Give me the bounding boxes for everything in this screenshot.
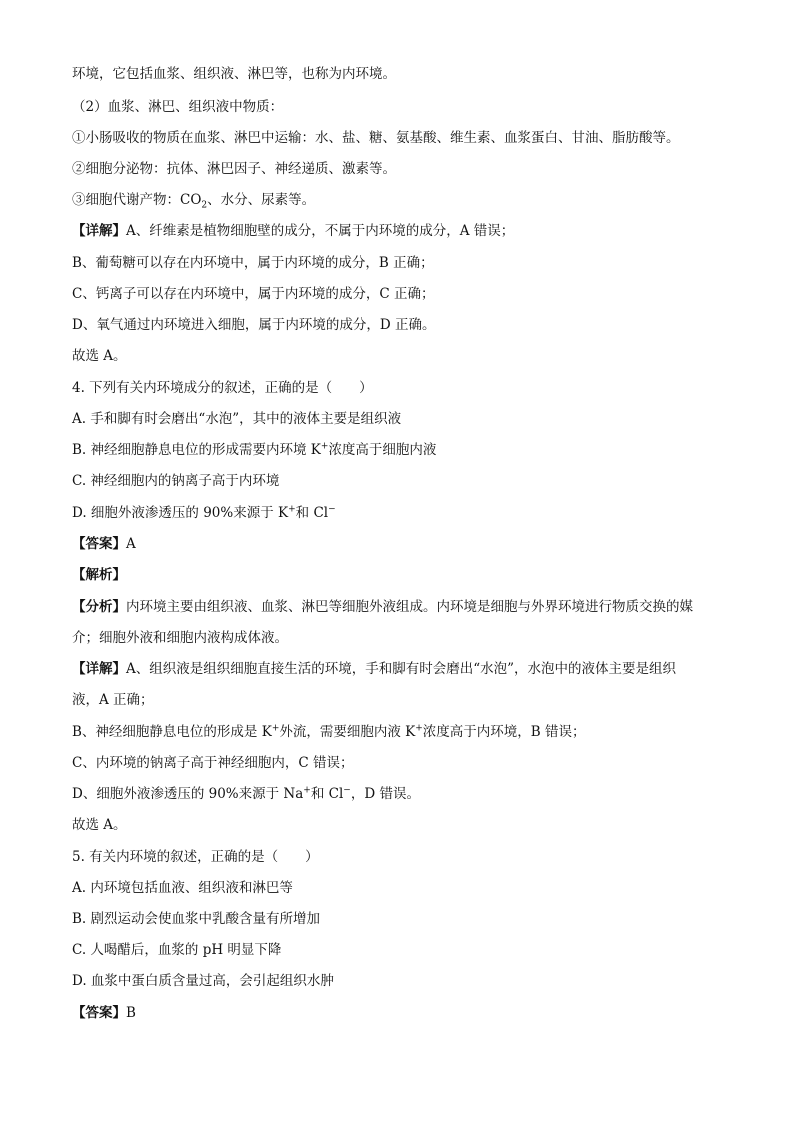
text-line: B、葡萄糖可以存在内环境中，属于内环境的成分，B 正确； [72, 255, 434, 271]
option-line: B. 剧烈运动会使血浆中乳酸含量有所增加 [72, 911, 321, 927]
question-line: 5. 有关内环境的叙述，正确的是（ ） [72, 849, 319, 865]
text-line: D、氧气通过内环境进入细胞，属于内环境的成分，D 正确。 [72, 317, 436, 333]
text-line: D、细胞外液渗透压的 90%来源于 Na+和 Cl−，D 错误。 [72, 785, 420, 802]
section-tag: 【详解】 [72, 661, 126, 677]
text-line: ①小肠吸收的物质在血浆、淋巴中运输：水、盐、糖、氨基酸、维生素、血浆蛋白、甘油、脂肪酸等。 [72, 130, 680, 146]
section-tag: 【答案】 [72, 1005, 126, 1021]
text-line: 【详解】A、纤维素是植物细胞壁的成分，不属于内环境的成分，A 错误； [72, 223, 515, 239]
text-line: 【详解】A、组织液是组织细胞直接生活的环境，手和脚有时会磨出“水泡”，水泡中的液体主要是组织 [72, 661, 677, 677]
text-line: B、神经细胞静息电位的形成是 K+外流，需要细胞内液 K+浓度高于内环境，B 错误； [72, 723, 586, 740]
option-line: A. 内环境包括血液、组织液和淋巴等 [72, 880, 293, 896]
option-line: A. 手和脚有时会磨出“水泡”，其中的液体主要是组织液 [72, 411, 402, 427]
text-line: 液，A 正确； [72, 692, 154, 708]
analysis-header [72, 565, 734, 585]
text-line: 故选 A。 [72, 348, 127, 364]
section-tag: 【分析】 [72, 599, 126, 615]
option-line: C. 人喝醋后，血浆的 pH 明显下降 [72, 942, 282, 958]
text-line: C、钙离子可以存在内环境中，属于内环境的成分，C 正确； [72, 286, 435, 302]
text-line: 【分析】内环境主要由组织液、血浆、淋巴等细胞外液组成。内环境是细胞与外界环境进行物质交换的媒 [72, 599, 693, 615]
text-line: C、内环境的钠离子高于神经细胞内，C 错误； [72, 755, 354, 771]
option-line: D. 细胞外液渗透压的 90%来源于 K+和 Cl− [72, 504, 336, 521]
section-tag: 【详解】 [72, 223, 126, 239]
option-line: C. 神经细胞内的钠离子高于内环境 [72, 473, 280, 489]
text-line: 介；细胞外液和细胞内液构成体液。 [72, 630, 288, 646]
section-tag: 【解析】 [72, 567, 126, 583]
answer-line: 【答案】B [72, 1005, 136, 1021]
section-tag: 【答案】 [72, 536, 126, 552]
option-line: D. 血浆中蛋白质含量过高，会引起组织水肿 [72, 973, 334, 989]
text-line: 环境，它包括血浆、组织液、淋巴等，也称为内环境。 [72, 66, 396, 82]
text-line: （2）血浆、淋巴、组织液中物质： [72, 99, 284, 115]
answer-line: 【答案】A [72, 536, 136, 552]
text-line: 故选 A。 [72, 817, 127, 833]
text-line: ③细胞代谢产物：$CO_2$、水分、尿素等。 [72, 192, 316, 211]
text-line: ②细胞分泌物：抗体、淋巴因子、神经递质、激素等。 [72, 161, 396, 177]
option-line: B. 神经细胞静息电位的形成需要内环境 K+浓度高于细胞内液 [72, 441, 437, 458]
question-line: 4. 下列有关内环境成分的叙述，正确的是（ ） [72, 380, 373, 396]
